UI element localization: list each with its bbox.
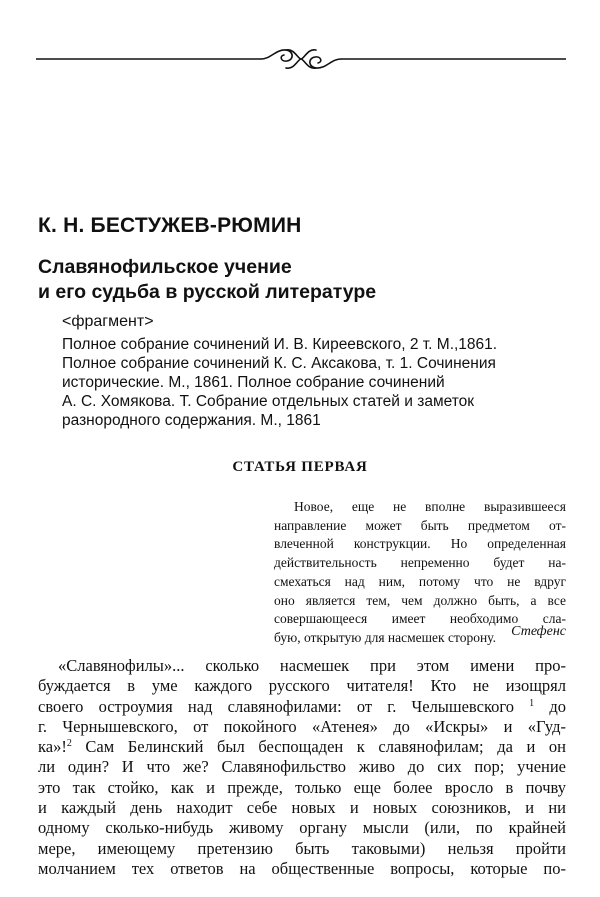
- epigraph-line-6: оно является тем, чем должно быть, а все: [274, 592, 566, 608]
- epigraph-line-7: совершающееся имеет необходимо сла-: [274, 611, 566, 627]
- sources-line-1: Полное собрание сочинений И. В. Киреевского, 2 т. М.,1861.: [62, 336, 498, 353]
- body-line-6: ли один? И что же? Славянофильство живо до сих пор; учение: [38, 757, 566, 777]
- body-line-3: [38, 697, 566, 717]
- sources-line-2: Полное собрание сочинений К. С. Аксакова, т. 1. Сочинения: [62, 355, 496, 372]
- epigraph-line-3: влеченной конструкции. Но определенная: [274, 536, 566, 552]
- body-line-9: одному сколько-нибудь живому органу мысли (или, по крайней: [38, 818, 566, 838]
- header-ornament: [36, 44, 566, 74]
- body-text: [38, 656, 566, 879]
- body-line-2: буждается в уме каждого русского читателя! Кто не изощрял: [38, 676, 566, 696]
- epigraph-author: Стефенс: [511, 624, 566, 639]
- fragment-label: <фрагмент>: [62, 313, 154, 330]
- sources-line-4: А. С. Хомякова. Т. Собрание отдельных статей и заметок: [62, 393, 475, 410]
- body-line-5-end: Сам Белинский был беспощаден к славянофилам; да и он: [85, 737, 566, 757]
- body-line-8: и каждый день находит себе новых и новых союзников, и ни: [38, 798, 566, 818]
- body-line-5-start: ка»!: [38, 737, 67, 757]
- epigraph-line-2: направление может быть предметом от-: [274, 517, 566, 533]
- ornament-flourish: [261, 50, 341, 68]
- body-line-5: [38, 737, 566, 757]
- sources-line-5: разнородного содержания. М., 1861: [62, 412, 321, 429]
- body-line-3-end: до: [549, 696, 567, 716]
- author-name: К. Н. БЕСТУЖЕВ-РЮМИН: [38, 214, 302, 237]
- body-line-3-text: своего остроумия над славянофилами: от г. Челышевского: [38, 696, 514, 716]
- epigraph-line-4: действительность непременно будет на-: [274, 555, 566, 571]
- body-line-4: г. Чернышевского, от покойного «Атенея» до «Искры» и «Гуд-: [38, 716, 566, 736]
- article-title-line-2: и его судьба в русской литературе: [38, 281, 377, 303]
- body-line-11: молчанием тех ответов на общественные вопросы, которые по-: [38, 858, 566, 878]
- reviewed-sources: [62, 335, 497, 430]
- epigraph-line-5: смехаться над ним, потому что не вдруг: [274, 573, 566, 589]
- article-title: [38, 255, 376, 305]
- epigraph-line-8: бую, открытую для насмешек сторону.: [274, 629, 496, 645]
- body-line-10: мере, имеющему претензию быть таковыми) нельзя пройти: [38, 838, 566, 858]
- body-line-7: это так стойко, как и прежде, только еще более вросло в почву: [38, 777, 566, 797]
- article-title-line-1: Славянофильское учение: [38, 256, 292, 278]
- footnote-ref-2[interactable]: 2: [66, 738, 72, 750]
- sources-line-3: исторические. М., 1861. Полное собрание сочинений: [62, 374, 445, 391]
- epigraph-line-1: Новое, еще не вполне выразившееся: [294, 499, 566, 514]
- body-line-1: «Славянофилы»... сколько насмешек при этом имени про-: [58, 656, 566, 675]
- footnote-ref-1[interactable]: 1: [529, 697, 535, 709]
- section-title: СТАТЬЯ ПЕРВАЯ: [232, 459, 368, 475]
